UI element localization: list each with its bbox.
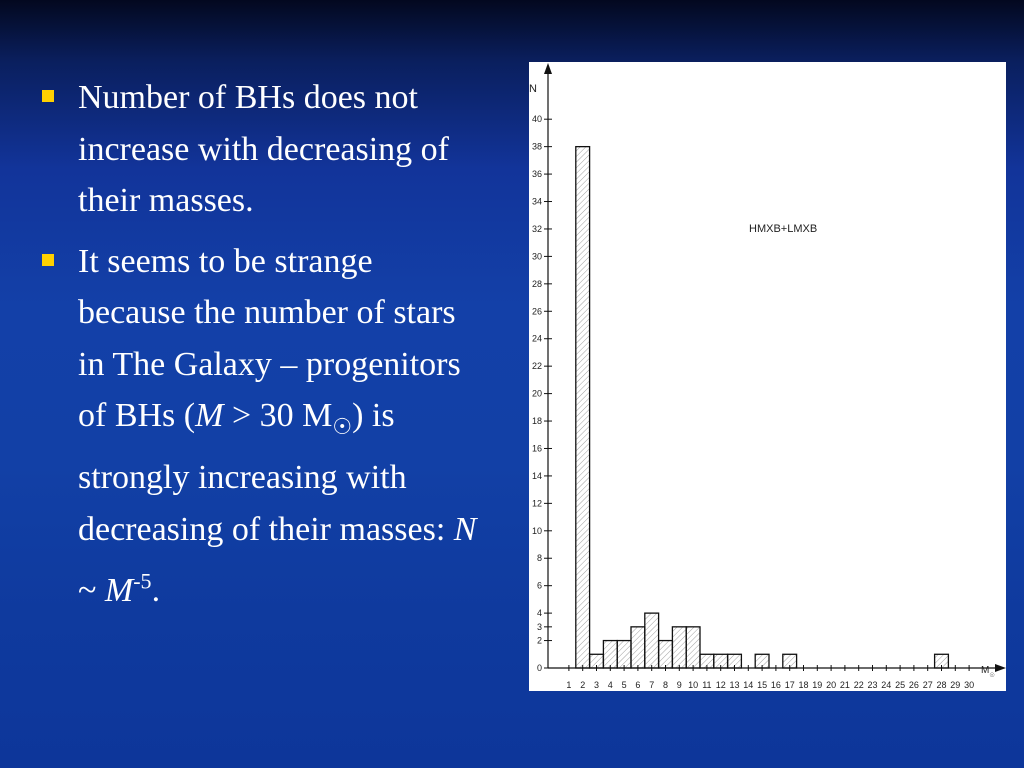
x-tick-label: 6: [635, 680, 641, 690]
bullet-text-2: [78, 243, 476, 609]
x-tick-label: 4: [607, 680, 613, 690]
y-tick-label: 28: [531, 278, 542, 289]
x-tick-label: 22: [853, 680, 864, 690]
x-tick-label: 18: [798, 680, 809, 690]
bullet-text-after: ) is strongly increasing with decreasing of their masses:: [78, 397, 454, 548]
y-tick-label: 22: [531, 361, 542, 372]
bullet-marker: [42, 254, 54, 266]
x-tick-label: 14: [743, 680, 754, 690]
x-tick-label: 27: [922, 680, 933, 690]
x-tick-label: 10: [688, 680, 699, 690]
bar: [576, 147, 590, 668]
x-tick-label: 2: [580, 680, 586, 690]
x-tick-label: 5: [621, 680, 627, 690]
y-tick-label: 26: [531, 306, 542, 317]
x-tick-label: 16: [770, 680, 781, 690]
x-tick-label: 3: [593, 680, 600, 690]
x-tick-label: 26: [908, 680, 919, 690]
bullet-text-mid: > 30 M: [223, 397, 333, 434]
formula-n: N: [453, 510, 477, 548]
bullet-item-2: [36, 236, 486, 617]
bar: [617, 641, 631, 668]
y-tick-label: 8: [536, 553, 542, 564]
bullet-item-1: [36, 72, 486, 227]
y-tick-label: 12: [531, 498, 542, 509]
x-tick-label: 23: [867, 680, 878, 690]
x-tick-label: 29: [950, 680, 961, 690]
x-axis-label: $M_☉$: [981, 665, 995, 679]
y-tick-label: 34: [531, 196, 542, 207]
mass-symbol: M: [195, 397, 224, 434]
bullet-list: [36, 72, 486, 625]
formula-tilde: ~: [78, 571, 105, 609]
bar: [645, 613, 659, 668]
y-tick-label: 38: [531, 141, 542, 152]
x-tick-label: 9: [676, 680, 682, 690]
x-tick-label: 28: [936, 680, 947, 690]
x-tick-label: 21: [839, 680, 850, 690]
bar: [631, 627, 645, 668]
y-tick-label: 14: [531, 470, 542, 481]
formula-exponent: -5: [133, 568, 152, 594]
x-tick-label: 12: [715, 680, 726, 690]
y-tick-label: 6: [536, 580, 542, 591]
bar: [686, 627, 700, 668]
bullet-text-before: It seems to be strange because the number of stars in The Galaxy – progenitors of BHs (: [78, 242, 461, 434]
y-tick-label: 10: [531, 525, 542, 536]
y-tick-label: 20: [531, 388, 542, 399]
y-tick-label: 0: [536, 663, 542, 673]
x-tick-label: 1: [566, 680, 572, 690]
y-tick-label: 40: [531, 114, 542, 125]
bullet-text-1: Number of BHs does not increase with decreasing of their masses.: [78, 79, 449, 219]
formula-m: M: [104, 571, 134, 609]
x-tick-label: 17: [784, 680, 795, 690]
x-tick-label: 25: [895, 680, 906, 690]
y-axis-label: N: [529, 83, 537, 95]
x-tick-label: 11: [702, 680, 712, 690]
x-tick-label: 15: [757, 680, 768, 690]
y-axis-arrow: [544, 63, 552, 74]
x-tick-label: 30: [964, 680, 975, 690]
y-tick-label: 16: [531, 443, 542, 454]
histogram-chart: [529, 62, 1006, 691]
bar: [603, 641, 617, 668]
y-tick-label: 4: [536, 608, 542, 619]
x-tick-label: 20: [826, 680, 837, 690]
bar: [672, 627, 686, 668]
y-tick-label: 3: [536, 621, 542, 632]
x-axis-arrow: [995, 664, 1006, 672]
y-tick-label: 32: [531, 223, 542, 234]
x-tick-label: 24: [881, 680, 892, 690]
bar: [659, 641, 673, 668]
y-tick-label: 30: [531, 251, 542, 262]
formula-end: .: [151, 571, 161, 609]
x-tick-label: 19: [812, 680, 823, 690]
x-tick-label: 7: [649, 680, 655, 690]
histogram-svg: [529, 62, 1006, 691]
bullet-marker: [42, 90, 54, 102]
sun-symbol: ☉: [332, 413, 353, 439]
y-tick-label: 2: [536, 635, 542, 646]
chart-title: HMXB+LMXB: [749, 223, 818, 235]
x-tick-label: 8: [662, 680, 669, 690]
x-tick-label: 13: [729, 680, 740, 690]
y-tick-label: 18: [531, 416, 542, 427]
y-tick-label: 24: [531, 333, 542, 344]
y-tick-label: 36: [531, 169, 542, 180]
